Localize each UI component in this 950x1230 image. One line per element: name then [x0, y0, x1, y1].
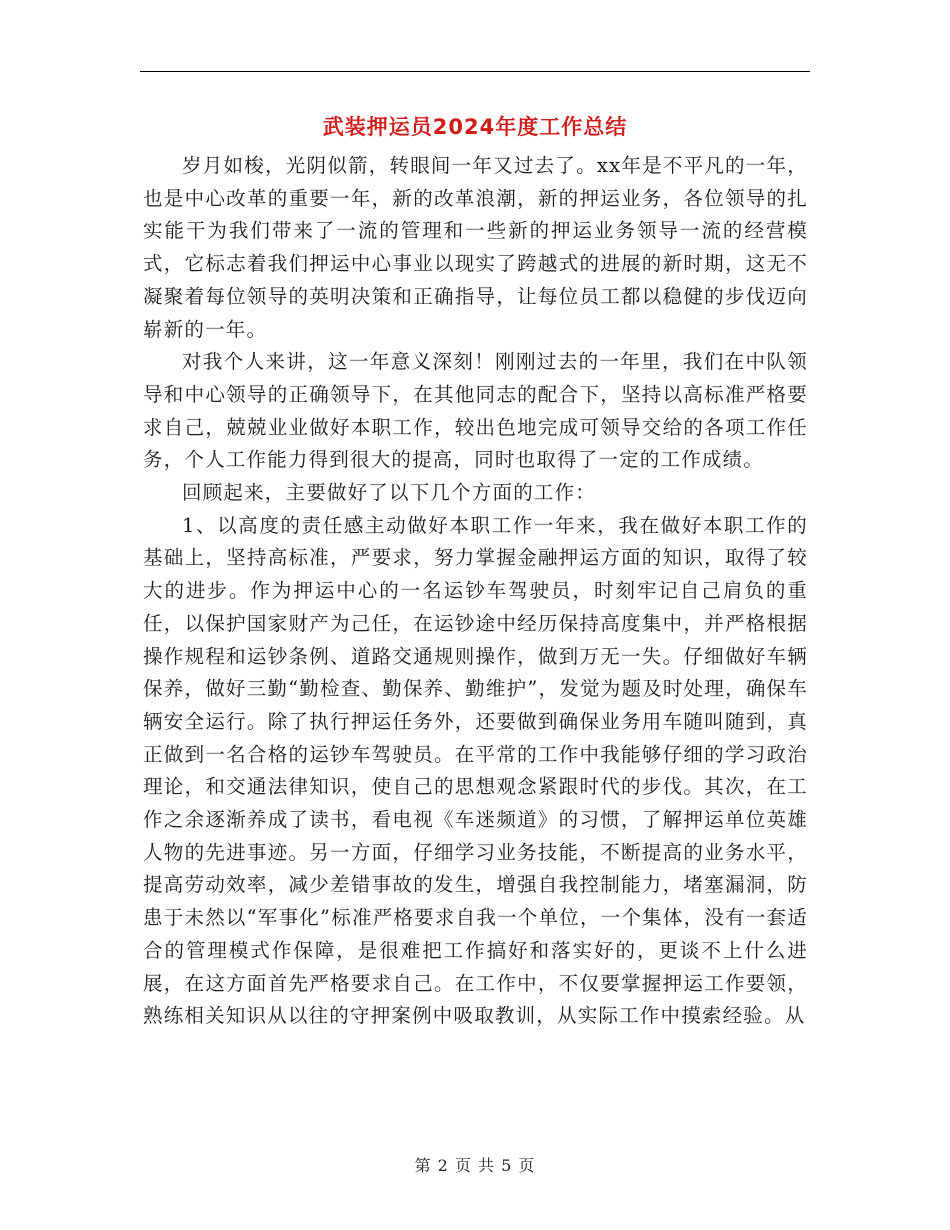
paragraph: 回顾起来，主要做好了以下几个方面的工作：: [182, 481, 597, 505]
paragraph: 对我个人来讲，这一年意义深刻！刚刚过去的一年里，我们在中队领导和中心领导的正确领导下，在其他同志的配合下，坚持以高标准严格要求自己，兢兢业业做好本职工作，较出色地完成可领导交给的各项工作任务，个人工作能力得到很大的提高，同时也取得了一定的工作成绩。: [143, 350, 808, 472]
document-body: [143, 150, 808, 1033]
document-title: 武装押运员2024年度工作总结: [322, 115, 628, 139]
paragraph: 1、以高度的责任感主动做好本职工作一年来，我在做好本职工作的基础上，坚持高标准，严要求，努力掌握金融押运方面的知识，取得了较大的进步。作为押运中心的一名运钞车驾驶员，时刻牢记自己肩负的重任，以保护国家财产为己任，在运钞途中经历保持高度集中，并严格根据操作规程和运钞条例、道路交通规则操作，做到万无一失。仔细做好车辆保养，做好三勤“勤检查、勤保养、勤维护”，发觉为题及时处理，确保车辆安全运行。除了执行押运任务外，还要做到确保业务用车随叫随到，真正做到一名合格的运钞车驾驶员。在平常的工作中我能够仔细的学习政治理论，和交通法律知识，使自己的思想观念紧跟时代的步伐。其次，在工作之余逐渐养成了读书，看电视《车迷频道》的习惯，了解押运单位英雄人物的先进事迹。另一方面，仔细学习业务技能，不断提高的业务水平，提高劳动效率，减少差错事故的发生，增强自我控制能力，堵塞漏洞，防患于未然以“军事化”标准严格要求自我一个单位，一个集体，没有一套适合的管理模式作保障，是很难把工作搞好和落实好的，更谈不上什么进展，在这方面首先严格要求自己。在工作中，不仅要掌握押运工作要领，熟练相关知识从以往的守押案例中吸取教训，从实际工作中摸索经验。从: [143, 513, 808, 1028]
paragraph: 岁月如梭，光阴似箭，转眼间一年又过去了。xx年是不平凡的一年，也是中心改革的重要一年，新的改革浪潮，新的押运业务，各位领导的扎实能干为我们带来了一流的管理和一些新的押运业务领导一流的经营模式，它标志着我们押运中心事业以现实了跨越式的进展的新时期，这无不凝聚着每位领导的英明决策和正确指导，让每位员工都以稳健的步伐迈向崭新的一年。: [143, 154, 808, 341]
header-rule: [140, 71, 810, 72]
page-number-footer: 第 2 页 共 5 页: [414, 1156, 536, 1175]
